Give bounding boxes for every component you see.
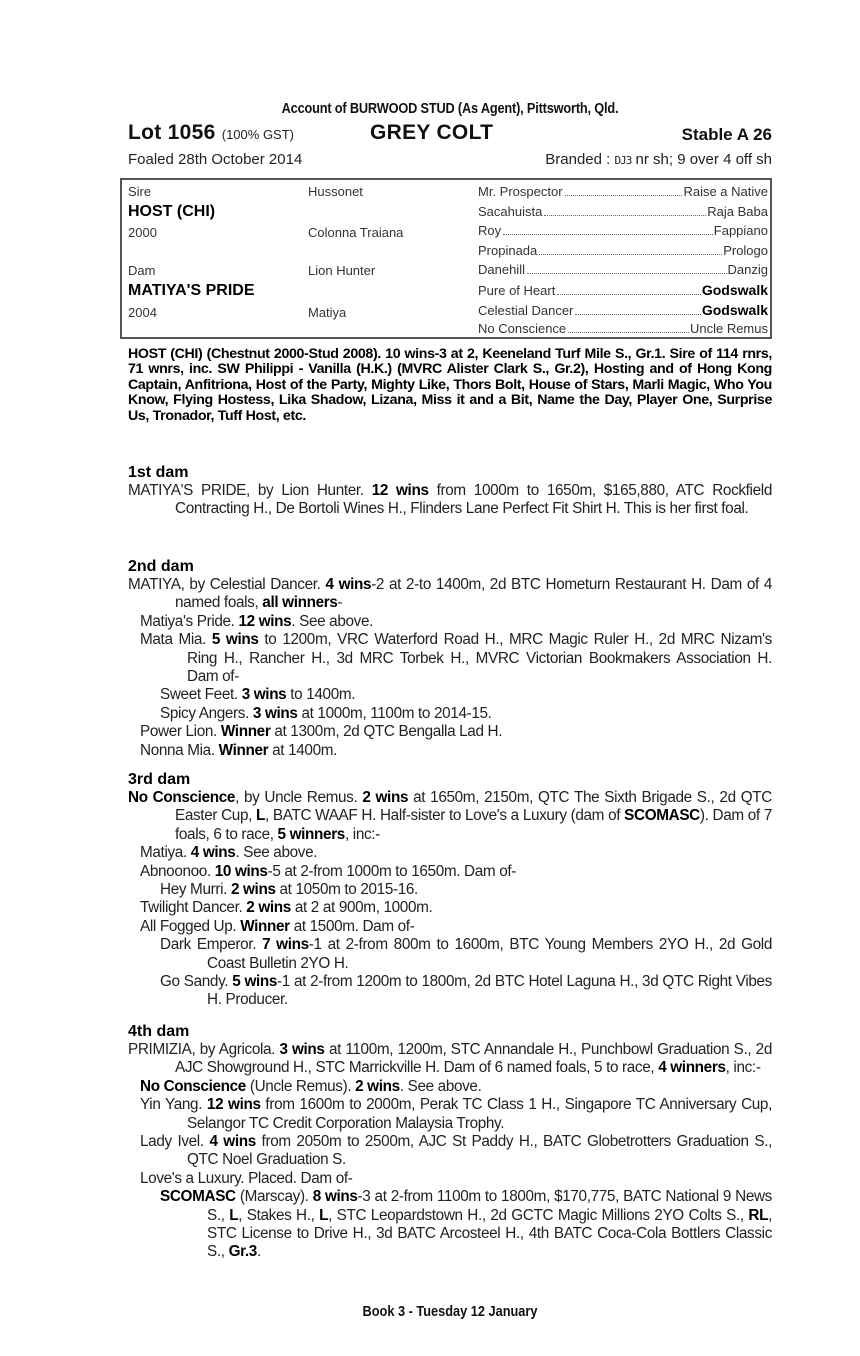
- dam-section-2: [128, 557, 772, 760]
- dot-leader: [544, 214, 706, 216]
- section-heading: 1st dam: [128, 464, 189, 481]
- sire-name: HOST (CHI): [128, 203, 216, 220]
- dot-leader: [568, 331, 689, 333]
- pedigree-ancestor-row: [478, 204, 768, 219]
- sex-colour: GREY COLT: [370, 121, 494, 144]
- dot-leader: [503, 233, 713, 235]
- progeny-record: All Fogged Up. Winner at 1500m. Dam of-: [140, 917, 415, 935]
- page-footer: Book 3 - Tuesday 12 January: [362, 1304, 538, 1320]
- sire-summary: HOST (CHI) (Chestnut 2000-Stud 2008). 10 wins-3 at 2, Keeneland Turf Mile S., Gr.1. Sire of 114 rnrs, 71 wnrs, inc. SW Philippi - Vanilla (H.K.) (MVRC Alister Clark S., Gr.2), Hosting and of Hong Kong Captain, Anfitriona, Host of the Party, Mighty Like, Thors Bolt, House of Stars, Marli Magic, Who You Know, Flying Hostess, Lika Shadow, Lizana, Miss it and a Bit, Name the Day, Player One, Surprise Us, Tronador, Tuff Host, etc.: [128, 346, 772, 424]
- ancestor-name: Danehill: [478, 262, 525, 278]
- progeny-record: Spicy Angers. 3 wins at 1000m, 1100m to 2014-15.: [160, 704, 492, 722]
- progeny-record: Nonna Mia. Winner at 1400m.: [140, 741, 338, 759]
- vendor-account-line: Account of BURWOOD STUD (As Agent), Pittsworth, Qld.: [281, 101, 619, 117]
- ancestor-sire-name: Godswalk: [701, 282, 768, 298]
- dam-record: MATIYA, by Celestial Dancer. 4 wins-2 at 2-to 1400m, 2d BTC Hometurn Restaurant H. Dam of 4 named foals, all winners-: [128, 576, 772, 612]
- pedigree-ancestor-row: [478, 262, 768, 277]
- progeny-record: Mata Mia. 5 wins to 1200m, VRC Waterford Road H., MRC Magic Ruler H., 2d MRC Nizam's Ring H., Rancher H., 3d MRC Torbek H., MVRC Victorian Bookmakers Association H. Dam of-: [140, 631, 772, 686]
- lot-number: [128, 121, 294, 145]
- pedigree-ancestor-row: [478, 223, 768, 238]
- progeny-record: Matiya. 4 wins. See above.: [140, 844, 318, 862]
- brand-description: [545, 151, 772, 168]
- dot-leader: [539, 253, 722, 255]
- progeny-record: Go Sandy. 5 wins-1 at 2-from 1200m to 1800m, 2d BTC Hotel Laguna H., 3d QTC Right Vibes H. Producer.: [160, 973, 772, 1009]
- dot-leader: [527, 272, 727, 274]
- dam-year: 2004: [128, 305, 157, 320]
- progeny-record: No Conscience (Uncle Remus). 2 wins. See above.: [140, 1077, 482, 1095]
- pedigree-ancestor-row: [478, 243, 768, 258]
- sire-label: Sire: [128, 184, 152, 199]
- ancestor-name: Roy: [478, 223, 502, 239]
- section-heading: 2nd dam: [128, 558, 194, 575]
- dot-leader: [557, 293, 701, 295]
- ancestor-sire-name: Danzig: [727, 262, 768, 278]
- stable-location: Stable A 26: [681, 125, 772, 144]
- progeny-record: Lady Ivel. 4 wins from 2050m to 2500m, AJC St Paddy H., BATC Globetrotters Graduation S., QTC Noel Graduation S.: [140, 1133, 773, 1169]
- pedigree-ancestor-row: [478, 302, 768, 318]
- foaled-date: Foaled 28th October 2014: [128, 151, 303, 168]
- dam-record: PRIMIZIA, by Agricola. 3 wins at 1100m, 1200m, STC Annandale H., Punchbowl Graduation S., 2d AJC Showground H., STC Marrickville H. Dam of 6 named foals, 5 to race, 4 winners, inc:-: [128, 1041, 772, 1077]
- progeny-record: Power Lion. Winner at 1300m, 2d QTC Bengalla Lad H.: [140, 723, 503, 741]
- ancestor-sire-name: Raja Baba: [707, 203, 768, 219]
- progeny-record: Hey Murri. 2 wins at 1050m to 2015-16.: [160, 881, 418, 899]
- dam-section-3: [128, 770, 772, 1010]
- section-heading: 3rd dam: [128, 771, 191, 788]
- progeny-record: Yin Yang. 12 wins from 1600m to 2000m, Perak TC Class 1 H., Singapore TC Anniversary Cup, Selangor TC Credit Corporation Malaysia Trophy.: [140, 1096, 772, 1132]
- progeny-record: Love's a Luxury. Placed. Dam of-: [140, 1169, 353, 1187]
- progeny-record: SCOMASC (Marscay). 8 wins-3 at 2-from 1100m to 1800m, $170,775, BATC National 9 News S., L, Stakes H., L, STC Leopardstown H., 2d GCTC Magic Millions 2YO Colts S., RL, STC License to Drive H., 3d BATC Arcosteel H., 4th BATC Coca-Cola Bottlers Classic S., Gr.3.: [160, 1188, 773, 1261]
- ancestor-sire-name: Godswalk: [701, 301, 768, 318]
- lot-label: Lot 1056: [128, 121, 216, 144]
- sire-dam: Colonna Traiana: [308, 225, 404, 240]
- branded-label: Branded :: [545, 151, 615, 168]
- dam-name: MATIYA'S PRIDE: [128, 282, 255, 299]
- ancestor-name: Celestial Dancer: [478, 302, 574, 318]
- brand-details: nr sh; 9 over 4 off sh: [631, 151, 772, 168]
- progeny-record: Matiya's Pride. 12 wins. See above.: [140, 612, 374, 630]
- progeny-record: Sweet Feet. 3 wins to 1400m.: [160, 686, 356, 704]
- dam-record: No Conscience, by Uncle Remus. 2 wins at 1650m, 2150m, QTC The Sixth Brigade S., 2d QTC Easter Cup, L, BATC WAAF H. Half-sister to Love's a Luxury (dam of SCOMASC). Dam of 7 foals, 6 to race, 5 winners, inc:-: [128, 789, 772, 843]
- ancestor-name: Mr. Prospector: [478, 184, 563, 199]
- progeny-record: Dark Emperor. 7 wins-1 at 2-from 800m to 1600m, BTC Young Members 2YO H., 2d Gold Coast Bulletin 2YO H.: [160, 936, 772, 972]
- ancestor-name: Propinada: [478, 242, 538, 258]
- ancestor-name: Pure of Heart: [478, 283, 556, 298]
- dam-dam: Matiya: [308, 305, 347, 320]
- ancestor-sire-name: Raise a Native: [683, 184, 768, 199]
- lot-line: [128, 121, 772, 147]
- pedigree-ancestor-row: [478, 321, 768, 336]
- dot-leader: [565, 194, 683, 196]
- progeny-record: Abnoonoo. 10 wins-5 at 2-from 1000m to 1650m. Dam of-: [140, 862, 516, 880]
- dam-record: MATIYA'S PRIDE, by Lion Hunter. 12 wins from 1000m to 1650m, $165,880, ATC Rockfield Contracting H., De Bortoli Wines H., Flinders Lane Perfect Fit Shirt H. This is her first foal.: [128, 482, 772, 518]
- dam-section-1: [128, 463, 772, 519]
- section-heading: 4th dam: [128, 1023, 190, 1040]
- ancestor-sire-name: Uncle Remus: [689, 321, 768, 337]
- ancestor-sire-name: Prologo: [723, 242, 768, 258]
- dot-leader: [575, 313, 700, 315]
- pedigree-box: [120, 178, 772, 339]
- sire-year: 2000: [128, 225, 157, 240]
- dam-label: Dam: [128, 263, 156, 278]
- progeny-record: Twilight Dancer. 2 wins at 2 at 900m, 1000m.: [140, 899, 433, 917]
- ancestor-name: No Conscience: [478, 321, 567, 337]
- ancestor-name: Sacahuista: [478, 203, 543, 219]
- sire-sire: Hussonet: [308, 184, 363, 199]
- pedigree-ancestor-row: [478, 184, 768, 199]
- pedigree-ancestor-row: [478, 282, 768, 298]
- foaling-line: [128, 151, 772, 168]
- gst-note: (100% GST): [221, 127, 294, 142]
- dam-section-4: [128, 1022, 772, 1262]
- brand-mark-icon: DJ3: [614, 154, 632, 167]
- dam-sire: Lion Hunter: [308, 263, 376, 278]
- ancestor-sire-name: Fappiano: [713, 223, 768, 239]
